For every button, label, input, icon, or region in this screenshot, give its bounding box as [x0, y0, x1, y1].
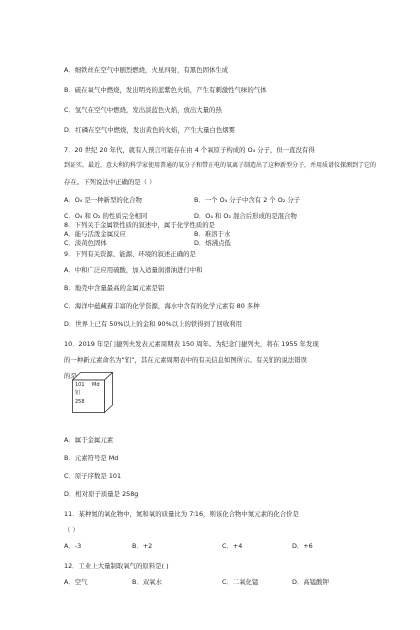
- question-8-options-cd: [64, 239, 364, 247]
- atomic-number: 101: [75, 382, 85, 388]
- option-b: B．一个 O₄ 分子中含有 2 个 O₂ 分子: [194, 196, 301, 204]
- text-line: A．细铁丝在空气中剧烈燃烧，火星四射，有黑色固体生成: [64, 66, 229, 74]
- question-11-stem: （ ）: [64, 526, 79, 534]
- option-c: C．O₄ 和 O₂ 的性质完全相同: [64, 212, 148, 220]
- question-9-stem: 9．下列有关资源、能源、环境的叙述正确的是: [64, 250, 196, 258]
- option-a: A．空气: [64, 578, 88, 586]
- option-b: B．元素符号是 Md: [64, 454, 119, 462]
- option-a: A．属于金属元素: [64, 436, 114, 444]
- option-b: B．地壳中含量最高的金属元素是铝: [64, 284, 165, 292]
- element-symbol: Md: [92, 382, 100, 388]
- option-d: D．O₄ 和 O₂ 混合后形成的是混合物: [194, 212, 297, 220]
- option-d: D．相对原子质量是 258g: [64, 490, 139, 498]
- atomic-mass: 258: [75, 399, 85, 405]
- text-line: D．红磷在空气中燃烧，发出黄色的火焰，产生大量白色烟雾: [64, 126, 236, 134]
- question-8-stem: 8．下列关于金属铁性质的叙述中，属于化学性质的是: [64, 221, 216, 229]
- option-a: A．-3: [64, 542, 82, 550]
- element-card-figure: [72, 372, 114, 414]
- option-a: A．能与活泼金属反应: [64, 230, 126, 238]
- question-11-stem: 11．某种氮的氧化物中，氮和氧的质量比为 7∶16，则该化合物中氮元素的化合价是: [64, 510, 299, 518]
- option-d: D．熔沸点低: [194, 239, 231, 247]
- option-a: A．O₄ 是一种新型的化合物: [64, 196, 142, 204]
- question-7-stem: 到证实。最近，意大利的科学家使用普通的氧分子和带正电的氧离子制造出了这种新型分子，并用质谱仪探测到了它的: [64, 162, 377, 169]
- question-7-stem: 存在。下列说法中正确的是（ ）: [64, 178, 156, 186]
- option-c: C．淡黄色固体: [64, 239, 107, 247]
- option-b: B．难溶于水: [194, 230, 231, 238]
- option-b: B．双氧水: [132, 578, 162, 586]
- text-line: B．硫在氧气中燃烧，发出明亮的蓝紫色火焰，产生有刺激性气味的气体: [64, 86, 267, 94]
- element-name: 钔: [75, 390, 81, 396]
- question-10-stem: 的一种新元素命名为“钔”，其在元素周期表中的有关信息如图所示。有关钔的说法错误: [64, 356, 308, 364]
- question-12-stem: 12．工业上大量制取氧气的原料是( ): [64, 562, 169, 570]
- option-b: B．+2: [132, 542, 153, 550]
- question-11-options: [64, 542, 364, 550]
- option-c: C．二氧化锰: [222, 578, 259, 586]
- question-10-stem: 10．2019 年是门捷列夫发表元素周期表 150 周年。为纪念门捷列夫，将在 1955 年发现: [64, 340, 319, 348]
- option-d: D．高锰酸钾: [292, 578, 329, 586]
- option-c: C．原子序数是 101: [64, 472, 122, 480]
- text-line: C．氢气在空气中燃烧，发出淡蓝色火焰，放出大量的热: [64, 106, 222, 114]
- option-c: C．海洋中蕴藏着丰富的化学资源，海水中含有的化学元素有 80 多种: [64, 302, 260, 310]
- option-d: D．+6: [292, 542, 313, 550]
- question-12-options: [64, 578, 364, 586]
- question-7-options-cd: [64, 212, 364, 220]
- option-c: C．+4: [222, 542, 243, 550]
- option-a: A．中和广泛应用硫酸，加入适量润滑油进行中和: [64, 266, 203, 274]
- question-10-stem: 的是: [64, 372, 77, 380]
- question-8-options-ab: [64, 230, 364, 238]
- option-d: D．世界上已有 50%以上的金和 90%以上的铁得到了回收利用: [64, 320, 242, 328]
- question-7-stem: 7．20 世纪 20 年代，就有人预言可能存在由 4 个氧原子构成的 O₄ 分子，但一直没有得: [64, 146, 315, 154]
- question-7-options-ab: [64, 196, 364, 204]
